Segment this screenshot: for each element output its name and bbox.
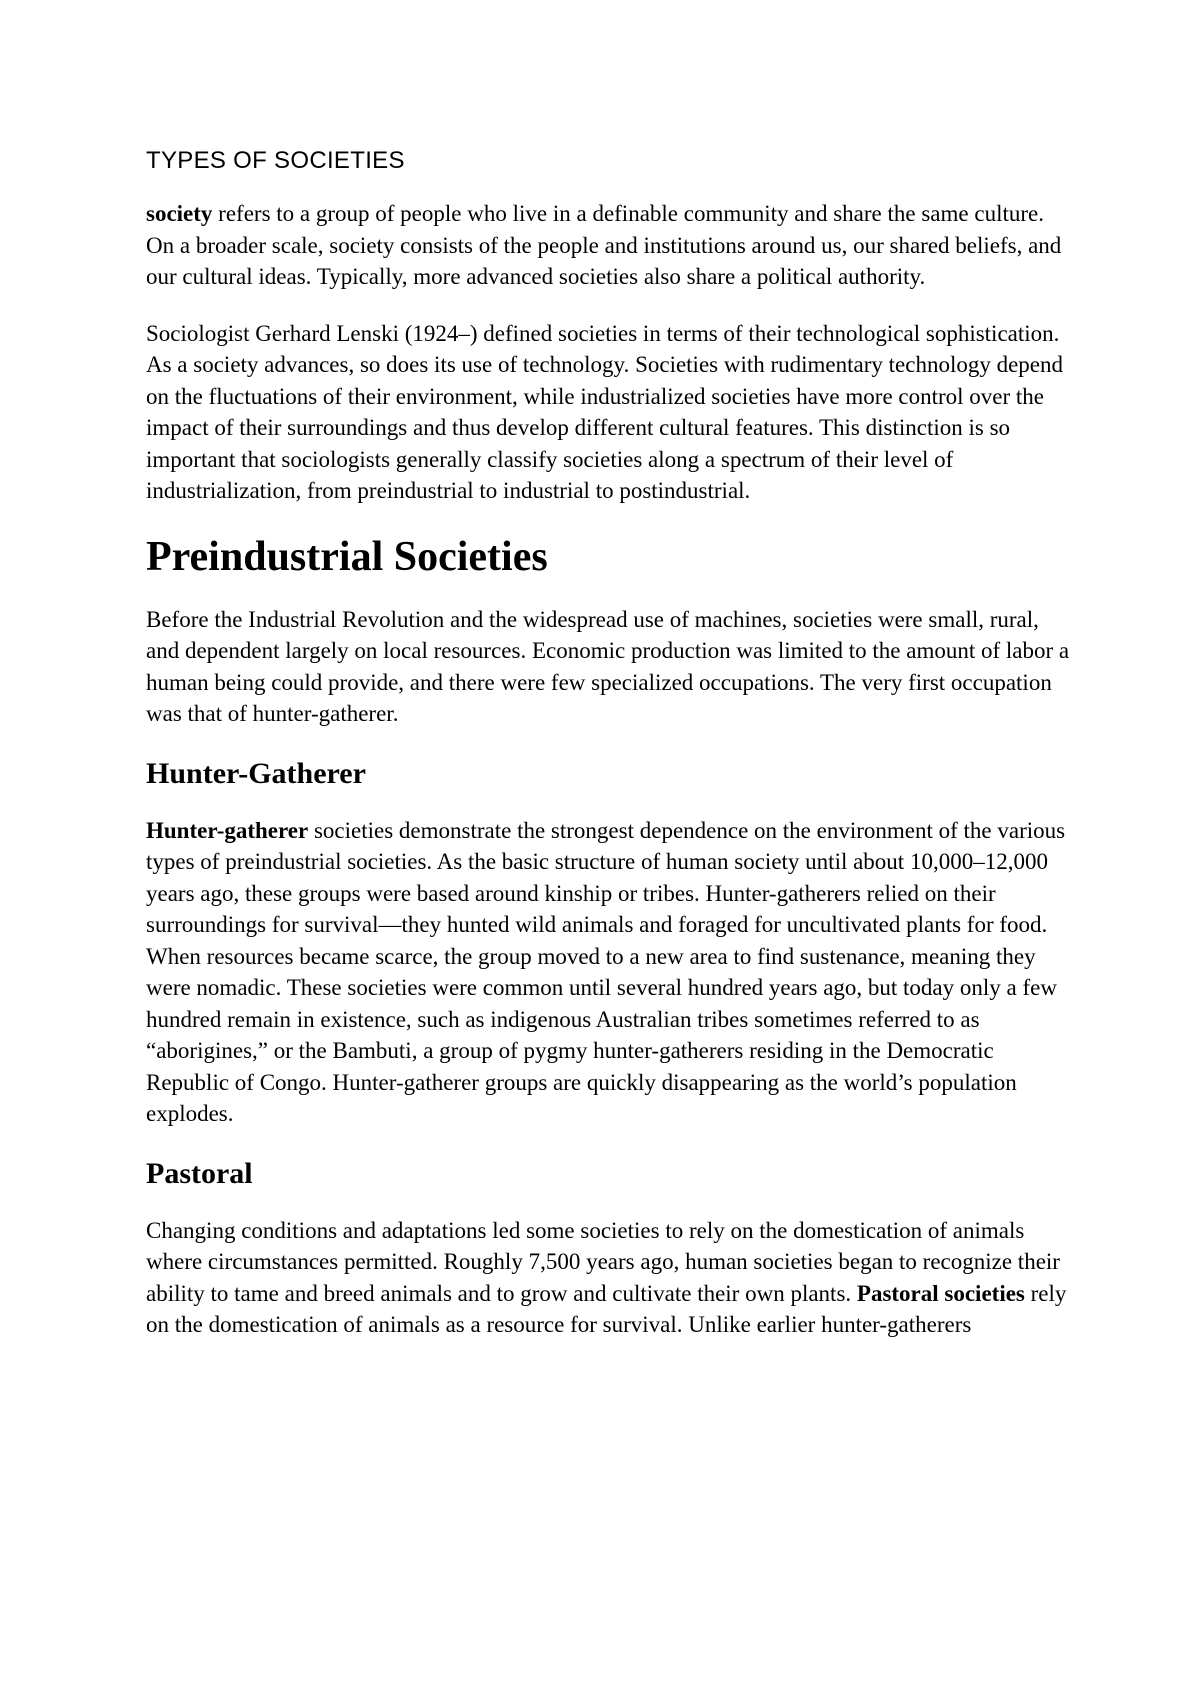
intro-text: refers to a group of people who live in a definable community and share the same culture. On a broader scale, society consists of the people and institutions around us, our shared beliefs, and our cultural ideas. Typically, more advanced societies also share a political authority. <box>146 201 1062 289</box>
hunter-gatherer-term: Hunter-gatherer <box>146 817 309 843</box>
intro-term: society <box>146 201 213 226</box>
preindustrial-paragraph: Before the Industrial Revolution and the widespread use of machines, societies were small, rural, and dependent largely on local resources. Economic production was limited to the amount of labor a human being could provide, and there were few specialized occupations. The very first occupation was that of hunter-gatherer. <box>146 606 1070 726</box>
document-body <box>146 146 1076 1366</box>
document-title: TYPES OF SOCIETIES <box>146 147 405 174</box>
pastoral-text-after: rely on the domestication of animals as a resource for survival. Unlike earlier hunter-gatherers <box>146 1280 1067 1337</box>
intro-paragraph <box>146 198 1076 293</box>
hunter-gatherer-paragraph <box>146 815 1076 1130</box>
pastoral-paragraph <box>146 1215 1076 1341</box>
preindustrial-heading: Preindustrial Societies <box>146 533 548 580</box>
hunter-gatherer-text: societies demonstrate the strongest dependence on the environment of the various types of preindustrial societies. As the basic structure of human society until about 10,000–12,000 years ago, these groups were based around kinship or tribes. Hunter-gatherers relied on their surroundings for survival—they hunted wild animals and foraged for uncultivated plants for food. When resources became scarce, the group moved to a new area to find sustenance, meaning they were nomadic. These societies were common until several hundred years ago, but today only a few hundred remain in existence, such as indigenous Australian tribes sometimes referred to as “aborigines,” or the Bambuti, a group of pygmy hunter-gatherers residing in the Democratic Republic of Congo. Hunter-gatherer groups are quickly disappearing as the world’s population explodes. <box>146 817 1066 1126</box>
pastoral-text-before: Changing conditions and adaptations led some societies to rely on the domestication of animals where circumstances permitted. Roughly 7,500 years ago, human societies began to recognize their ability to tame and breed animals and to grow and cultivate their own plants. <box>146 1217 1060 1306</box>
pastoral-term: Pastoral societies <box>856 1280 1025 1306</box>
pastoral-heading: Pastoral <box>146 1156 253 1190</box>
lenski-paragraph: Sociologist Gerhard Lenski (1924–) defined societies in terms of their technological sophistication. As a society advances, so does its use of technology. Societies with rudimentary technology depend on the fluctuations of their environment, while industrialized societies have more control over the impact of their surroundings and thus develop different cultural features. This distinction is so important that sociologists generally classify societies along a spectrum of their level of industrialization, from preindustrial to industrial to postindustrial. <box>146 320 1064 503</box>
hunter-gatherer-heading: Hunter-Gatherer <box>146 756 366 790</box>
